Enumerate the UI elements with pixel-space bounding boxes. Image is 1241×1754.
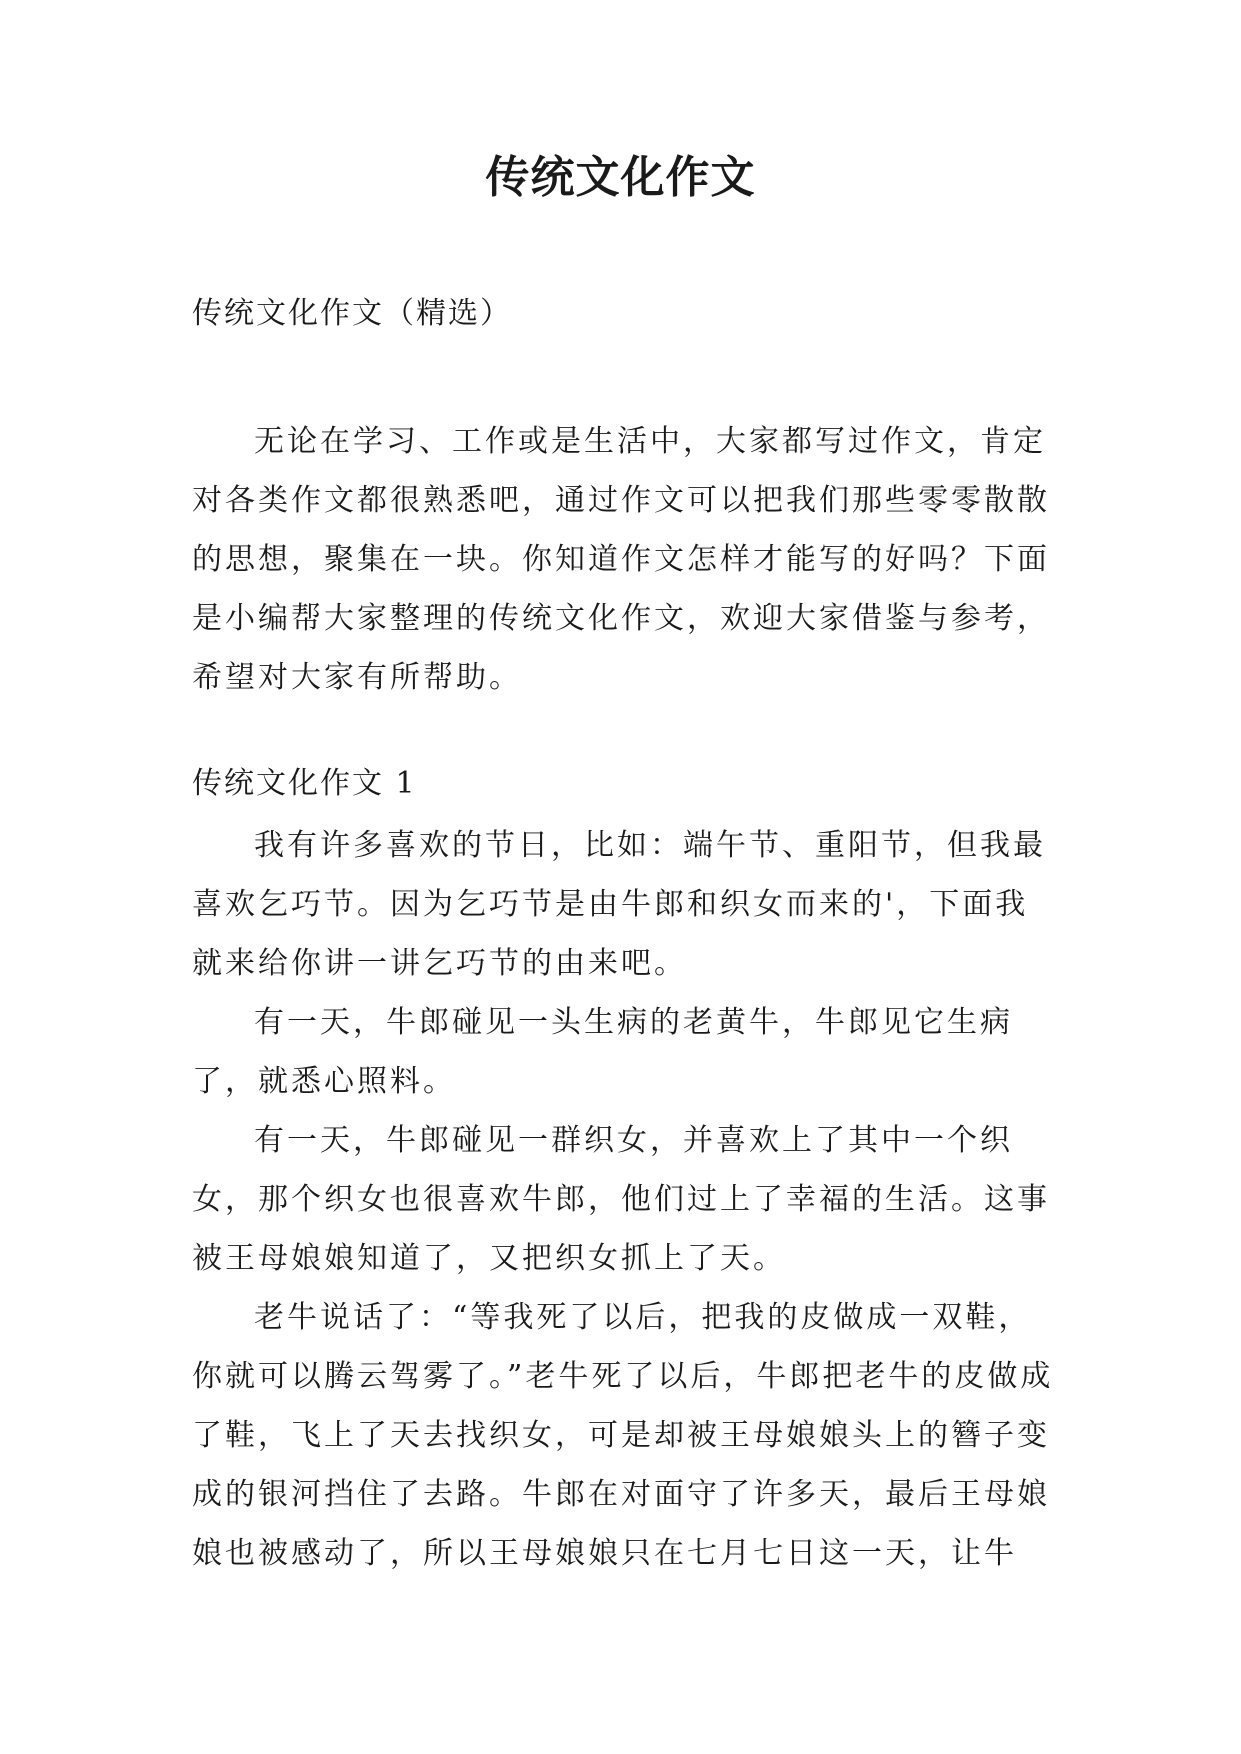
document-title: 传统文化作文 — [485, 152, 756, 203]
essay-paragraph: 老牛说话了：“等我死了以后，把我的皮做成一双鞋，你就可以腾云驾雾了。”老牛死了以后，牛郎把老牛的皮做成了鞋，飞上了天去找织女，可是却被王母娘娘头上的簪子变成的银河挡住了去路。牛郎在对面守了许多天，最后王母娘娘也被感动了，所以王母娘娘只在七月七日这一天，让牛 — [192, 1300, 1054, 1571]
essay-body — [192, 816, 1060, 1583]
section-heading: 传统文化作文 1 — [192, 766, 417, 801]
essay-paragraph: 有一天，牛郎碰见一群织女，并喜欢上了其中一个织女，那个织女也很喜欢牛郎，他们过上了幸福的生活。这事被王母娘娘知道了，又把织女抓上了天。 — [192, 1123, 1050, 1276]
document-subtitle: 传统文化作文（精选） — [192, 296, 512, 331]
intro-paragraph: 无论在学习、工作或是生活中，大家都写过作文，肯定对各类作文都很熟悉吧，通过作文可以把我们那些零零散散的思想，聚集在一块。你知道作文怎样才能写的好吗？下面是小编帮大家整理的传统文化作文，欢迎大家借鉴与参考，希望对大家有所帮助。 — [192, 424, 1050, 695]
essay-paragraph: 有一天，牛郎碰见一头生病的老黄牛，牛郎见它生病了，就悉心照料。 — [192, 1005, 1013, 1099]
essay-paragraph: 我有许多喜欢的节日，比如：端午节、重阳节，但我最喜欢乞巧节。因为乞巧节是由牛郎和织女而来的'，下面我就来给你讲一讲乞巧节的由来吧。 — [192, 828, 1046, 981]
